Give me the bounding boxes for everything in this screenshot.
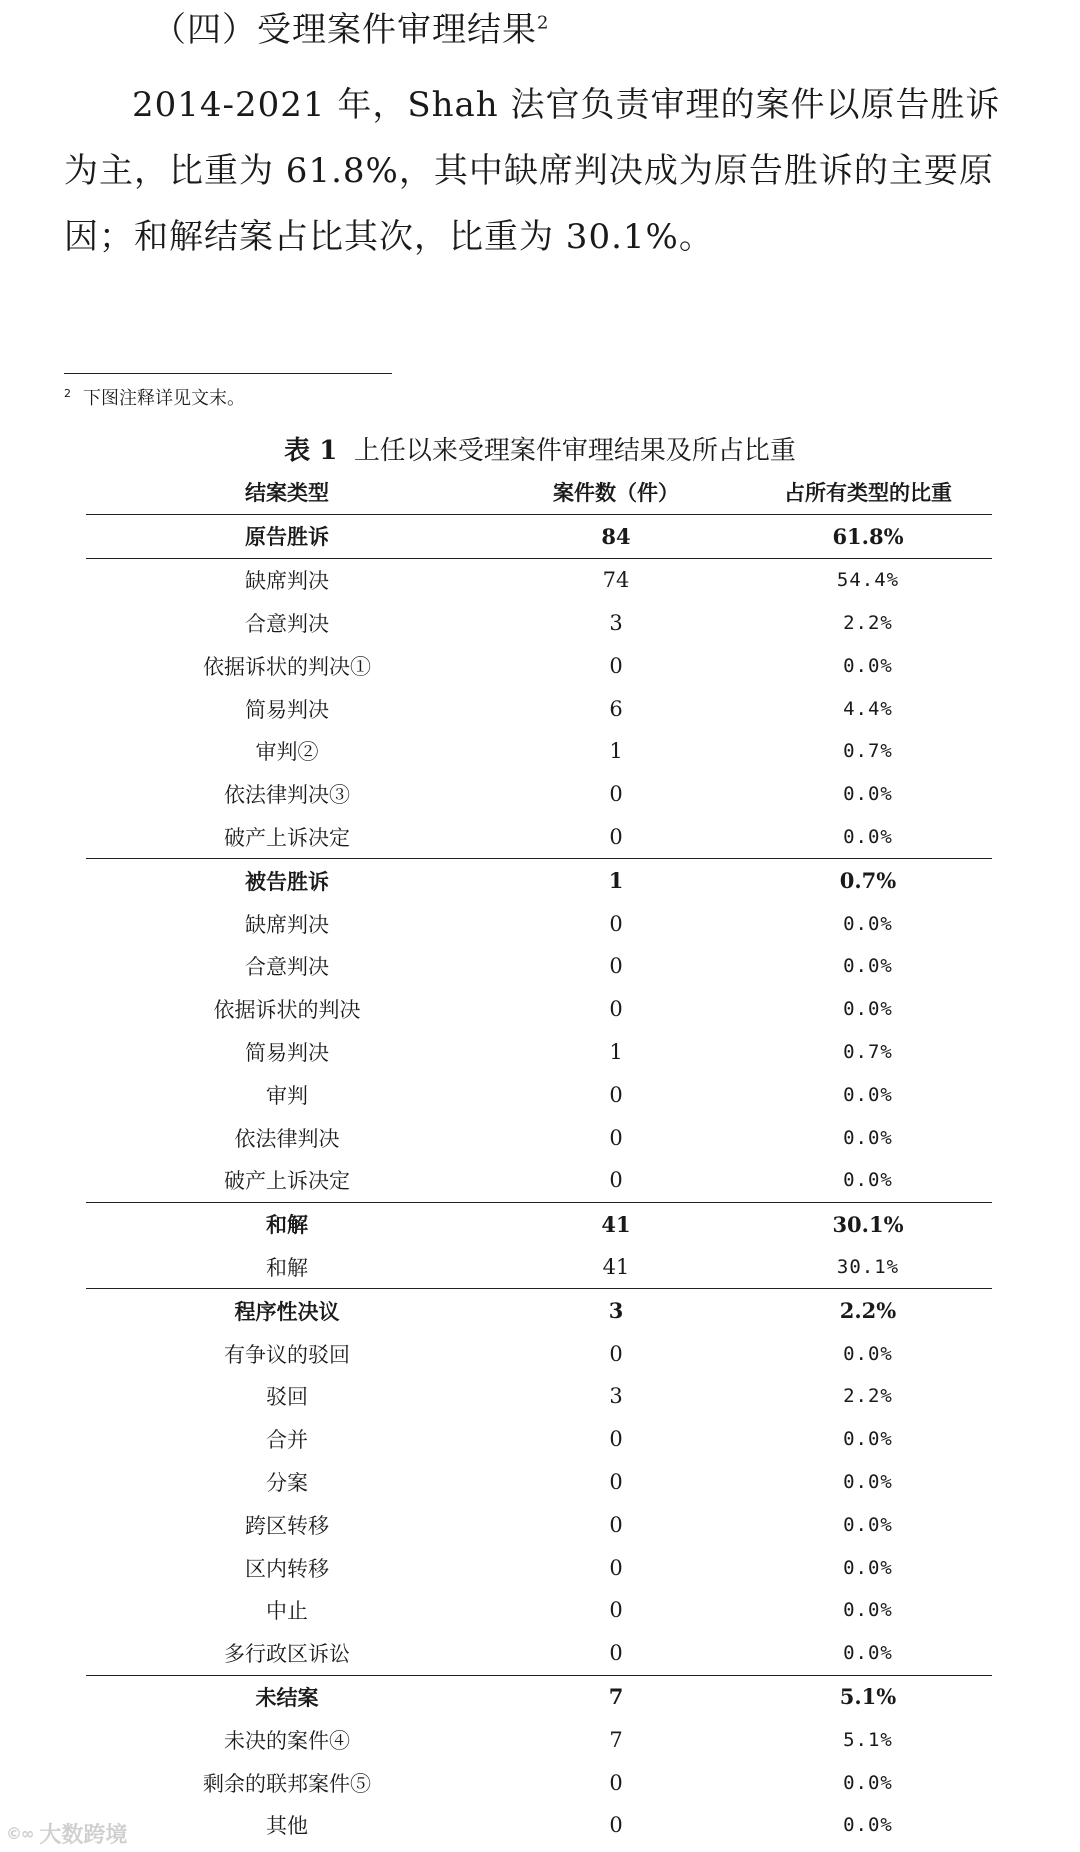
table-row: [86, 1718, 992, 1761]
table-row: [86, 1073, 992, 1116]
cell-case-count: 41: [601, 1211, 631, 1237]
cell-share: 0.7%: [843, 1040, 893, 1063]
table-caption: [0, 431, 1080, 471]
cell-case-count: 1: [609, 739, 623, 764]
footnote: [64, 386, 245, 412]
cell-share: 0.0%: [843, 1599, 893, 1622]
cell-case-type: 合意判决: [245, 611, 329, 636]
cell-share: 0.0%: [843, 1083, 893, 1106]
cell-share: 2.2%: [839, 1298, 897, 1324]
cell-share: 0.0%: [843, 912, 893, 935]
cell-case-type: 简易判决: [245, 1040, 329, 1065]
cell-case-type: 剩余的联邦案件⑤: [203, 1771, 371, 1796]
cell-case-count: 0: [609, 911, 623, 936]
cell-case-count: 41: [488, 1246, 744, 1289]
cell-case-count: 0: [609, 997, 623, 1022]
cell-share: 0.0%: [843, 1342, 893, 1365]
cell-share: 0.0%: [843, 955, 893, 978]
cell-share: 0.0%: [843, 1470, 893, 1493]
cell-case-type: 和解: [86, 1246, 488, 1289]
cell-share: 5.1%: [839, 1684, 897, 1710]
cell-case-type: 依法律判决: [234, 1126, 340, 1151]
cell-case-count: 6: [609, 696, 623, 721]
table-row: [86, 1116, 992, 1159]
table-caption-number: 表 1: [284, 436, 338, 466]
cell-case-type: 驳回: [266, 1385, 308, 1410]
cell-share: 0.0%: [744, 1632, 992, 1675]
table-row: [86, 1761, 992, 1804]
table-row: [86, 945, 992, 988]
cell-case-count: 0: [488, 1632, 744, 1675]
cell-share: 0.0%: [843, 1556, 893, 1579]
cell-case-type: 多行政区诉讼: [86, 1632, 488, 1675]
table-row: [86, 988, 992, 1031]
table-row: [86, 602, 992, 645]
cell-case-count: 1: [609, 1039, 623, 1064]
cell-case-type: 跨区转移: [245, 1513, 329, 1538]
watermark-logo-icon: ©∞: [6, 1824, 34, 1843]
table-row: [86, 1675, 992, 1718]
cell-case-type: 原告胜诉: [86, 515, 488, 559]
header-share: 占所有类型的比重: [744, 470, 992, 515]
cell-case-count: 0: [609, 1813, 623, 1838]
table-row: [86, 1031, 992, 1074]
table-row: [86, 515, 992, 559]
table-row: [86, 1546, 992, 1589]
table-row: [86, 859, 992, 902]
cell-case-count: 3: [608, 1298, 624, 1324]
table-header-row: [86, 470, 992, 515]
cell-case-count: 0: [609, 1598, 623, 1623]
cell-case-count: 0: [609, 954, 623, 979]
cell-case-type: 其他: [266, 1814, 308, 1839]
cell-share: 0.0%: [843, 1814, 893, 1837]
cell-share: 0.0%: [843, 1428, 893, 1451]
table-row: [86, 1418, 992, 1461]
cell-case-count: 0: [609, 782, 623, 807]
cell-case-count: 0: [609, 653, 623, 678]
table-row: [86, 1461, 992, 1504]
table-row: [86, 1503, 992, 1546]
cell-share: 0.7%: [839, 868, 897, 894]
table-row: [86, 644, 992, 687]
cell-case-type: 区内转移: [245, 1556, 329, 1581]
table-row: [86, 1632, 992, 1675]
cell-share: 0.0%: [843, 783, 893, 806]
table-row: [86, 730, 992, 773]
table-row: [86, 687, 992, 730]
cell-case-type: 和解: [266, 1212, 308, 1238]
cell-share: 30.1%: [832, 1211, 904, 1237]
footnote-reference: 2: [537, 12, 550, 34]
table-row: [86, 902, 992, 945]
cell-case-type: 缺席判决: [245, 569, 329, 594]
cell-case-count: 0: [488, 816, 744, 859]
cell-case-count: 74: [602, 568, 630, 593]
cell-case-type: 破产上诉决定: [86, 1159, 488, 1202]
cell-case-type: 分案: [266, 1470, 308, 1495]
table-row: [86, 1246, 992, 1289]
cell-case-count: 0: [609, 1555, 623, 1580]
cell-share: 0.7%: [843, 740, 893, 763]
watermark-text: 大数跨境: [39, 1823, 128, 1848]
cell-share: 5.1%: [843, 1728, 893, 1751]
cell-case-count: 7: [609, 1727, 623, 1752]
cell-case-count: 0: [488, 1159, 744, 1202]
cell-case-type: 缺席判决: [245, 912, 329, 937]
section-heading-text: （四）受理案件审理结果: [152, 10, 537, 50]
cell-case-type: 有争议的驳回: [224, 1342, 350, 1367]
cell-case-count: 0: [609, 1341, 623, 1366]
cell-case-count: 3: [609, 610, 623, 635]
cell-share: 0.0%: [843, 654, 893, 677]
cell-case-count: 7: [608, 1684, 624, 1710]
cell-share: 0.0%: [843, 1126, 893, 1149]
cell-share: 4.4%: [843, 697, 893, 720]
footnote-text: 下图注释详见文末。: [83, 388, 245, 409]
cell-case-type: 破产上诉决定: [86, 816, 488, 859]
cell-case-count: 3: [609, 1384, 623, 1409]
table-row: [86, 558, 992, 601]
cell-share: 61.8%: [744, 515, 992, 559]
cell-case-type: 合意判决: [245, 955, 329, 980]
table-row: [86, 816, 992, 859]
table-row: [86, 1159, 992, 1202]
cell-case-type: 合并: [266, 1428, 308, 1453]
cell-share: 0.0%: [744, 1159, 992, 1202]
table-row: [86, 773, 992, 816]
cell-case-type: 依法律判决③: [224, 783, 350, 808]
cell-case-type: 简易判决: [245, 697, 329, 722]
cell-case-type: 未决的案件④: [224, 1728, 350, 1753]
table-row: [86, 1202, 992, 1245]
cell-case-count: 0: [609, 1427, 623, 1452]
header-case-count: 案件数（件）: [488, 470, 744, 515]
cell-case-type: 审判: [266, 1083, 308, 1108]
cell-case-count: 0: [609, 1082, 623, 1107]
footnote-divider: [64, 373, 392, 374]
cell-share: 0.0%: [744, 816, 992, 859]
cell-case-count: 1: [608, 868, 624, 894]
cell-case-count: 0: [609, 1512, 623, 1537]
table-row: [86, 1289, 992, 1332]
cell-case-count: 0: [609, 1770, 623, 1795]
cell-share: 0.0%: [843, 998, 893, 1021]
cell-case-type: 未结案: [255, 1684, 319, 1710]
cell-case-type: 被告胜诉: [245, 868, 329, 894]
cell-share: 30.1%: [744, 1246, 992, 1289]
cell-case-type: 依据诉状的判决①: [203, 654, 371, 679]
watermark: [6, 1818, 127, 1849]
table-row: [86, 1804, 992, 1847]
cell-share: 0.0%: [843, 1513, 893, 1536]
cell-share: 2.2%: [843, 611, 893, 634]
body-paragraph: 2014-2021 年，Shah 法官负责审理的案件以原告胜诉为主，比重为 61.8%，其中缺席判决成为原告胜诉的主要原因；和解结案占比其次，比重为 30.1%。: [64, 85, 1001, 257]
table-row: [86, 1589, 992, 1632]
header-case-type: 结案类型: [86, 470, 488, 515]
table-row: [86, 1375, 992, 1418]
cell-case-type: 程序性决议: [234, 1298, 340, 1324]
cell-share: 0.0%: [843, 1771, 893, 1794]
cell-share: 54.4%: [836, 569, 900, 592]
cell-case-type: 依据诉状的判决: [213, 998, 361, 1023]
footnote-mark: 2: [64, 387, 71, 400]
results-table: [86, 470, 992, 1847]
cell-case-type: 中止: [266, 1599, 308, 1624]
table-body: [86, 515, 992, 1847]
cell-case-count: 0: [609, 1469, 623, 1494]
cell-share: 2.2%: [843, 1385, 893, 1408]
table-row: [86, 1332, 992, 1375]
table-caption-text: 上任以来受理案件审理结果及所占比重: [353, 436, 796, 466]
cell-case-count: 84: [488, 515, 744, 559]
section-heading: [152, 6, 549, 54]
cell-case-count: 0: [609, 1125, 623, 1150]
cell-case-type: 审判②: [255, 740, 319, 765]
